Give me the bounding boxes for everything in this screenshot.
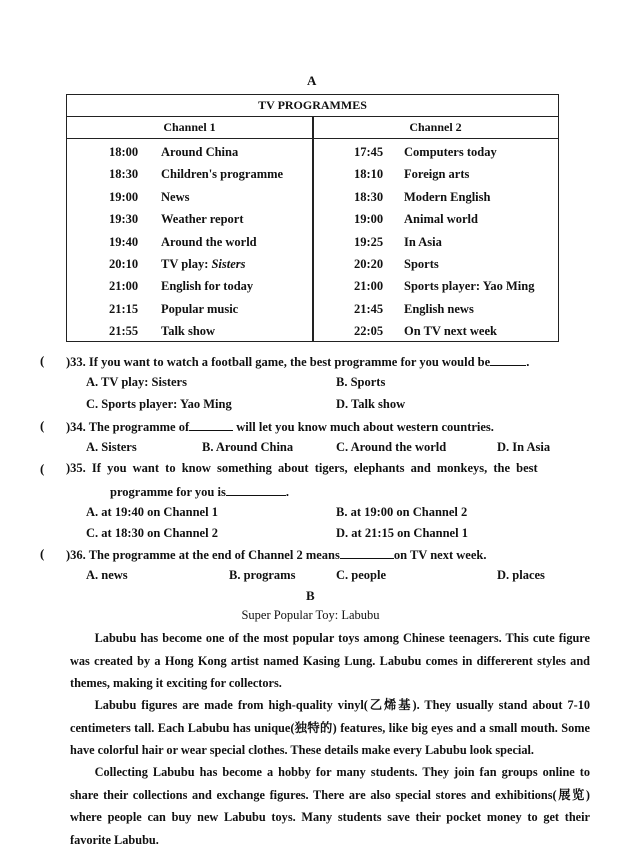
q34-answer-paren-open: ( — [40, 418, 45, 433]
table-row — [67, 164, 312, 184]
channel1-programme — [161, 187, 189, 207]
channel1-time: 21:15 — [109, 301, 139, 316]
channel1-time: 21:55 — [109, 324, 139, 339]
channel2-programme: Modern English — [404, 189, 491, 204]
q35-option-c[interactable]: C. at 18:30 on Channel 2 — [86, 526, 218, 540]
q35-option-b[interactable]: B. at 19:00 on Channel 2 — [336, 505, 468, 519]
passage-title: Super Popular Toy: Labubu — [241, 608, 380, 622]
q35-stem-line2 — [110, 483, 289, 500]
channel2-time: 21:45 — [354, 301, 384, 316]
programme-name: TV play: — [161, 257, 212, 271]
q33-blank[interactable] — [490, 353, 526, 366]
section-a-letter: A — [307, 73, 317, 88]
q36-blank[interactable] — [340, 546, 394, 559]
channel2-time: 22:05 — [354, 324, 384, 339]
channel1-time: 20:10 — [109, 257, 139, 271]
paragraph-2-text: Labubu figures are made from high-quality vinyl(乙烯基). They usually stand about 7-10 centimeters tall. Each Labubu has unique(独特的) features, like big eyes and a small mouth. Some have colorful hair or wear special clothes. These details make every Labubu look special. — [70, 698, 590, 757]
q34-stem — [66, 418, 494, 435]
table-row — [67, 254, 312, 274]
q35-option-a[interactable]: A. at 19:40 on Channel 1 — [86, 505, 218, 519]
q35-tail: . — [285, 485, 289, 499]
q33-answer-paren-open: ( — [40, 353, 45, 368]
programme-name: Around China — [161, 145, 239, 159]
channel2-programme: English news — [404, 301, 474, 316]
table-row — [67, 232, 312, 252]
passage-paragraph-1 — [70, 627, 590, 695]
q34-blank[interactable] — [189, 418, 233, 431]
section-b-letter: B — [306, 588, 315, 603]
q35-paren-close: ) — [66, 461, 71, 475]
table-row — [314, 254, 559, 274]
q33-option-a[interactable]: A. TV play: Sisters — [86, 375, 187, 389]
q35-text: 35. If you want to know something about tigers, elephants and monkeys, the best — [70, 461, 538, 475]
channel2-time: 19:00 — [354, 212, 384, 227]
table-row — [67, 209, 312, 229]
channel1-time: 21:00 — [109, 279, 139, 294]
channel2-time: 17:45 — [354, 145, 384, 159]
channel2-time: 19:25 — [354, 234, 384, 249]
channel2-programme: Computers today — [404, 145, 497, 159]
passage-paragraph-2 — [70, 694, 590, 762]
channel2-programme: Foreign arts — [404, 167, 470, 182]
paragraph-3-text: Collecting Labubu has become a hobby for many students. They join fan groups online to share their collections and exchange figures. There are also special stores and exhibitions(展览) where people can buy new Labubu toys. Many students save their pocket money to get their favorite Labubu. — [70, 765, 590, 847]
paragraph-1-text: Labubu has become one of the most popular toys among Chinese teenagers. This cute figure was created by a Hong Kong artist named Kasing Lung. Labubu comes in differerent styles and themes, making it exciting for collectors. — [70, 631, 590, 690]
q33-stem — [66, 353, 529, 370]
channel1-programme — [161, 209, 244, 229]
q36-option-a[interactable]: A. news — [86, 568, 128, 582]
q34-option-a[interactable]: A. Sisters — [86, 440, 137, 454]
table-row — [67, 321, 312, 341]
tv-programmes-table — [66, 94, 559, 342]
channel1-header: Channel 1 — [163, 120, 216, 134]
table-title: TV PROGRAMMES — [67, 95, 558, 117]
q36-stem — [66, 546, 486, 563]
table-row — [67, 299, 312, 319]
q36-answer-paren-open: ( — [40, 546, 45, 561]
channel2-programme: On TV next week — [404, 324, 497, 339]
programme-name: News — [161, 189, 190, 204]
q34-paren-close: ) — [66, 420, 71, 434]
q33-option-c[interactable]: C. Sports player: Yao Ming — [86, 397, 232, 411]
programme-name: Children's programme — [161, 167, 284, 182]
q35-stem — [66, 461, 538, 476]
channel1-time: 19:30 — [109, 212, 139, 227]
channel1-programme — [161, 321, 215, 341]
table-row — [67, 276, 312, 296]
channel1-programme — [161, 232, 257, 252]
channel2-programme: Sports player: Yao Ming — [404, 279, 535, 294]
channel2-programme: In Asia — [404, 234, 442, 249]
programme-name: Weather report — [161, 212, 244, 227]
channel1-time: 19:40 — [109, 234, 139, 249]
channel2-time: 20:20 — [354, 257, 384, 271]
table-row — [314, 276, 559, 296]
programme-name: Popular music — [161, 301, 239, 316]
q35-option-d[interactable]: D. at 21:15 on Channel 1 — [336, 526, 468, 540]
q34-tail: will let you know much about western countries. — [236, 420, 494, 434]
q35-blank[interactable] — [226, 483, 286, 496]
q34-option-d[interactable]: D. In Asia — [497, 440, 551, 454]
q33-option-d[interactable]: D. Talk show — [336, 397, 406, 411]
programme-name: Talk show — [161, 324, 216, 339]
q33-option-b[interactable]: B. Sports — [336, 375, 386, 389]
channel1-programme — [161, 276, 253, 296]
table-row — [67, 187, 312, 207]
channel2-programme: Sports — [404, 257, 439, 271]
table-row — [314, 299, 559, 319]
channel1-programme — [161, 254, 246, 274]
table-row — [314, 232, 559, 252]
channel2-header: Channel 2 — [409, 120, 462, 134]
table-row — [314, 142, 559, 162]
programme-name: English for today — [161, 279, 254, 294]
q34-option-b[interactable]: B. Around China — [202, 440, 294, 454]
programme-name: Around the world — [161, 234, 257, 249]
channel2-time: 18:10 — [354, 167, 384, 182]
channel1-time: 19:00 — [109, 189, 139, 204]
q36-option-d[interactable]: D. places — [497, 568, 545, 582]
channel2-programme: Animal world — [404, 212, 478, 227]
q36-paren-close: ) — [66, 548, 71, 562]
q34-text: 34. The programme of — [70, 420, 190, 434]
channel2-time: 18:30 — [354, 189, 384, 204]
passage-paragraph-3 — [70, 761, 590, 851]
table-row — [314, 321, 559, 341]
q35-answer-paren-open: ( — [40, 461, 45, 476]
q35-line2: programme for you is — [110, 485, 226, 499]
channel1-programme — [161, 164, 283, 184]
channel1-time: 18:30 — [109, 167, 139, 182]
q36-text: 36. The programme at the end of Channel 2 means — [70, 548, 340, 562]
channel1-time: 18:00 — [109, 145, 139, 159]
channel1-programme — [161, 299, 238, 319]
channel1-programme — [161, 142, 238, 162]
table-row — [314, 187, 559, 207]
q36-option-c[interactable]: C. people — [336, 568, 386, 582]
q33-tail: . — [526, 355, 530, 369]
q34-option-c[interactable]: C. Around the world — [336, 440, 447, 454]
table-row — [67, 142, 312, 162]
q33-text: 33. If you want to watch a football game, the best programme for you would be — [70, 355, 491, 369]
table-row — [314, 209, 559, 229]
channel2-time: 21:00 — [354, 279, 384, 294]
q33-paren-close: ) — [66, 355, 71, 369]
q36-option-b[interactable]: B. programs — [229, 568, 296, 582]
q36-tail: on TV next week. — [393, 548, 487, 562]
programme-italic: Sisters — [211, 257, 246, 271]
table-row — [314, 164, 559, 184]
